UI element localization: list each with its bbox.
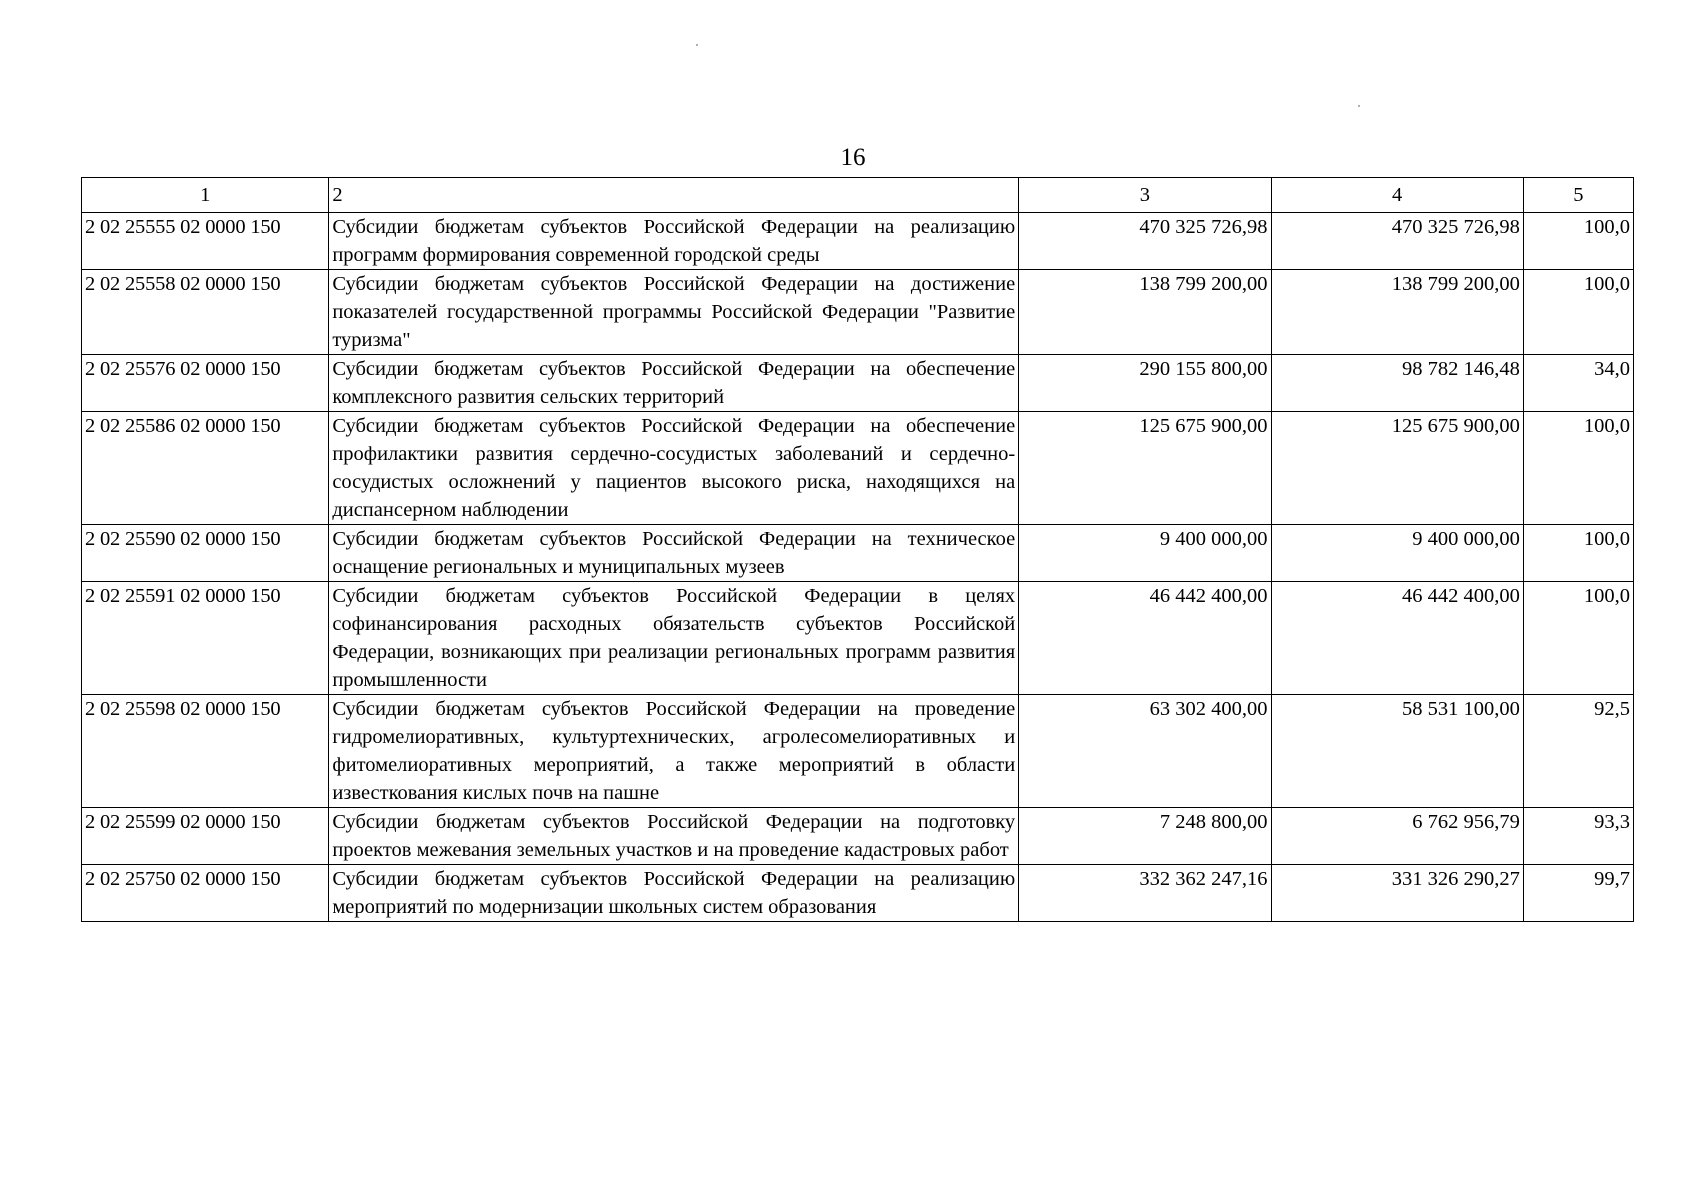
budget-code-cell: 2 02 25558 02 0000 150 [82,270,329,355]
percent-cell: 92,5 [1523,695,1633,808]
actual-amount-cell: 98 782 146,48 [1271,355,1523,412]
page-number: 16 [840,144,866,171]
column-header-2: 2 [329,178,1019,213]
budget-code-cell: 2 02 25590 02 0000 150 [82,525,329,582]
column-header-5: 5 [1523,178,1633,213]
budget-code-cell: 2 02 25576 02 0000 150 [82,355,329,412]
budget-code-cell: 2 02 25599 02 0000 150 [82,808,329,865]
percent-cell: 100,0 [1523,525,1633,582]
planned-amount-cell: 125 675 900,00 [1019,412,1271,525]
table-row [82,355,1634,412]
percent-cell: 100,0 [1523,213,1633,270]
description-cell: Субсидии бюджетам субъектов Российской Федерации на подготовку проектов межевания земельных участков и на проведение кадастровых работ [329,808,1019,865]
budget-code-cell: 2 02 25598 02 0000 150 [82,695,329,808]
column-header-3: 3 [1019,178,1271,213]
table-row [82,525,1634,582]
actual-amount-cell: 125 675 900,00 [1271,412,1523,525]
budget-code-cell: 2 02 25591 02 0000 150 [82,582,329,695]
table-row [82,695,1634,808]
percent-cell: 100,0 [1523,582,1633,695]
column-header-4: 4 [1271,178,1523,213]
description-cell: Субсидии бюджетам субъектов Российской Федерации на проведение гидромелиоративных, культуртехнических, агролесомелиоративных и фитомелиоративных мероприятий, а также мероприятий в области известкования кислых почв на пашне [329,695,1019,808]
description-cell: Субсидии бюджетам субъектов Российской Федерации на обеспечение комплексного развития сельских территорий [329,355,1019,412]
percent-cell: 99,7 [1523,865,1633,922]
actual-amount-cell: 58 531 100,00 [1271,695,1523,808]
scan-speck [1358,105,1360,107]
table-row [82,213,1634,270]
actual-amount-cell: 9 400 000,00 [1271,525,1523,582]
percent-cell: 34,0 [1523,355,1633,412]
description-cell: Субсидии бюджетам субъектов Российской Федерации в целях софинансирования расходных обязательств субъектов Российской Федерации, возникающих при реализации региональных программ развития промышленности [329,582,1019,695]
description-cell: Субсидии бюджетам субъектов Российской Федерации на реализацию программ формирования современной городской среды [329,213,1019,270]
planned-amount-cell: 9 400 000,00 [1019,525,1271,582]
actual-amount-cell: 331 326 290,27 [1271,865,1523,922]
percent-cell: 100,0 [1523,412,1633,525]
budget-code-cell: 2 02 25555 02 0000 150 [82,213,329,270]
table-row [82,270,1634,355]
planned-amount-cell: 46 442 400,00 [1019,582,1271,695]
planned-amount-cell: 7 248 800,00 [1019,808,1271,865]
budget-code-cell: 2 02 25750 02 0000 150 [82,865,329,922]
planned-amount-cell: 63 302 400,00 [1019,695,1271,808]
planned-amount-cell: 290 155 800,00 [1019,355,1271,412]
actual-amount-cell: 138 799 200,00 [1271,270,1523,355]
actual-amount-cell: 470 325 726,98 [1271,213,1523,270]
actual-amount-cell: 6 762 956,79 [1271,808,1523,865]
description-cell: Субсидии бюджетам субъектов Российской Федерации на обеспечение профилактики развития сердечно-сосудистых заболеваний и сердечно-сосудистых осложнений у пациентов высокого риска, находящихся на диспансерном наблюдении [329,412,1019,525]
table-row [82,412,1634,525]
table-row [82,808,1634,865]
budget-code-cell: 2 02 25586 02 0000 150 [82,412,329,525]
scan-speck [696,44,698,46]
table-row [82,582,1634,695]
column-header-1: 1 [82,178,329,213]
description-cell: Субсидии бюджетам субъектов Российской Федерации на достижение показателей государственной программы Российской Федерации "Развитие туризма" [329,270,1019,355]
table-row [82,865,1634,922]
percent-cell: 93,3 [1523,808,1633,865]
actual-amount-cell: 46 442 400,00 [1271,582,1523,695]
table-header-row [82,178,1634,213]
description-cell: Субсидии бюджетам субъектов Российской Федерации на реализацию мероприятий по модернизации школьных систем образования [329,865,1019,922]
percent-cell: 100,0 [1523,270,1633,355]
planned-amount-cell: 332 362 247,16 [1019,865,1271,922]
planned-amount-cell: 470 325 726,98 [1019,213,1271,270]
description-cell: Субсидии бюджетам субъектов Российской Федерации на техническое оснащение региональных и муниципальных музеев [329,525,1019,582]
planned-amount-cell: 138 799 200,00 [1019,270,1271,355]
budget-table [81,177,1634,922]
